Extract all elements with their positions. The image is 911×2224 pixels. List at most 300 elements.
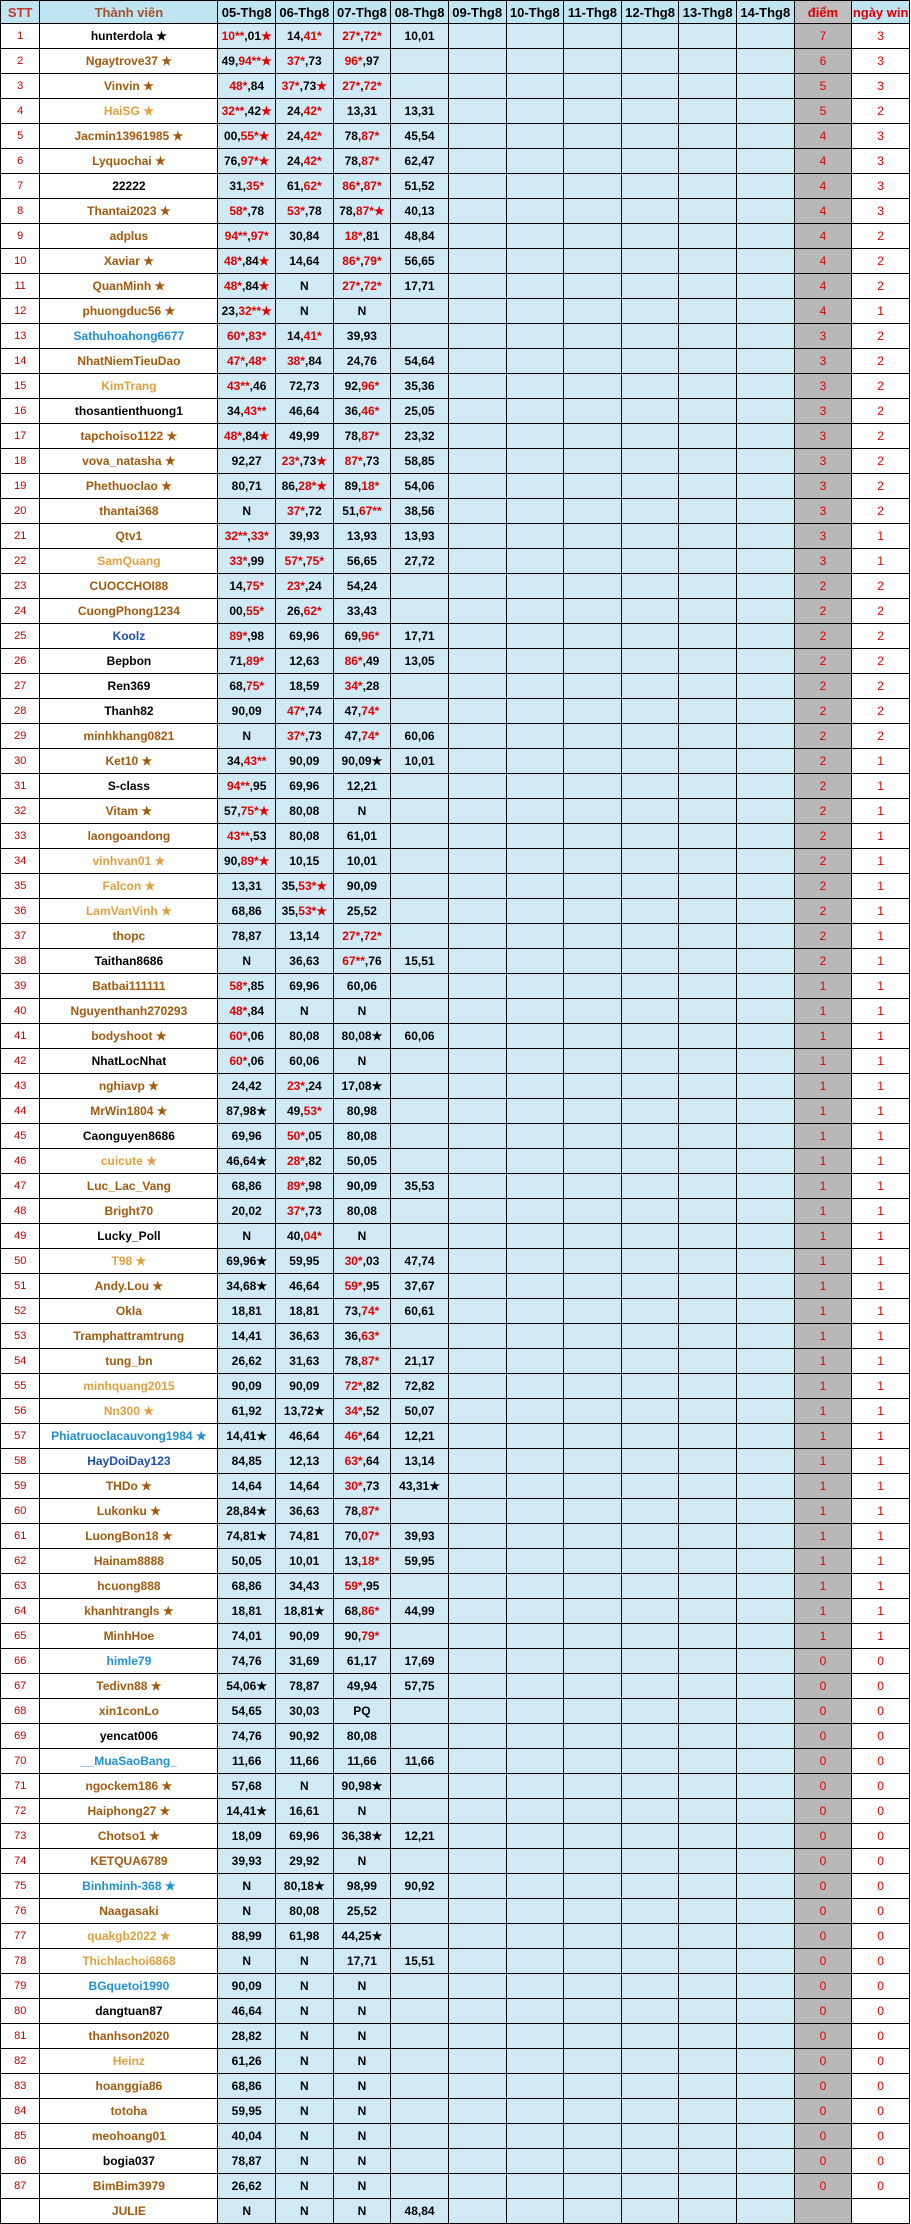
header-date: 10-Thg8 (506, 1, 564, 24)
day-value-empty (506, 599, 564, 624)
win-days-cell: 1 (852, 1524, 910, 1549)
row-number: 52 (1, 1299, 40, 1324)
day-value: 84,85 (218, 1449, 276, 1474)
day-value-empty (506, 99, 564, 124)
day-value-empty (679, 74, 737, 99)
day-value: 25,52 (333, 1899, 391, 1924)
day-value-empty (448, 1699, 506, 1724)
points-cell: 3 (794, 424, 852, 449)
day-value-empty (448, 1124, 506, 1149)
day-value-empty (679, 774, 737, 799)
day-value-empty (621, 1449, 679, 1474)
day-value-empty (564, 174, 622, 199)
day-value-empty (737, 799, 795, 824)
day-value-empty (737, 849, 795, 874)
day-value-empty (564, 1249, 622, 1274)
day-value: 70,07* (333, 1524, 391, 1549)
header-member: Thành viên (40, 1, 218, 24)
day-value: 18,81 (276, 1299, 334, 1324)
day-value (391, 849, 449, 874)
table-row (1, 599, 910, 624)
day-value: 14,41★ (218, 1799, 276, 1824)
points-cell: 2 (794, 599, 852, 624)
win-days-cell: 3 (852, 199, 910, 224)
day-value-empty (506, 1324, 564, 1349)
day-value-empty (621, 449, 679, 474)
day-value-empty (564, 1924, 622, 1949)
day-value-empty (679, 899, 737, 924)
member-name: bogia037 (40, 2149, 218, 2174)
day-value: 11,66 (391, 1749, 449, 1774)
win-days-cell: 2 (852, 374, 910, 399)
member-name: thantai368 (40, 499, 218, 524)
member-name: KimTrang (40, 374, 218, 399)
day-value-empty (506, 49, 564, 74)
day-value-empty (506, 1174, 564, 1199)
day-value-empty (506, 124, 564, 149)
day-value-empty (564, 1899, 622, 1924)
win-days-cell: 1 (852, 1399, 910, 1424)
day-value-empty (621, 1999, 679, 2024)
day-value-empty (621, 499, 679, 524)
win-days-cell: 0 (852, 1924, 910, 1949)
day-value: 61,98 (276, 1924, 334, 1949)
day-value-empty (621, 1074, 679, 1099)
day-value-empty (679, 24, 737, 49)
day-value-empty (621, 899, 679, 924)
day-value-empty (564, 699, 622, 724)
day-value: 50,05 (333, 1149, 391, 1174)
row-number: 28 (1, 699, 40, 724)
table-row (1, 299, 910, 324)
win-days-cell: 2 (852, 224, 910, 249)
win-days-cell: 0 (852, 1949, 910, 1974)
member-name: Ngaytrove37 ★ (40, 49, 218, 74)
member-name: totoha (40, 2099, 218, 2124)
day-value-empty (679, 549, 737, 574)
day-value: 34,43 (276, 1574, 334, 1599)
day-value-empty (448, 1874, 506, 1899)
day-value-empty (737, 124, 795, 149)
day-value-empty (448, 1924, 506, 1949)
day-value: 28,82 (218, 2024, 276, 2049)
star-icon: ★ (429, 1478, 440, 1493)
day-value-empty (737, 1899, 795, 1924)
day-value (391, 1799, 449, 1824)
day-value-empty (737, 1849, 795, 1874)
day-value-empty (564, 1574, 622, 1599)
win-days-cell: 1 (852, 1624, 910, 1649)
day-value-empty (621, 549, 679, 574)
day-value-empty (564, 1399, 622, 1424)
day-value: 59*,95 (333, 1274, 391, 1299)
points-cell: 0 (794, 2149, 852, 2174)
table-row (1, 2174, 910, 2199)
day-value: 60*,83* (218, 324, 276, 349)
day-value: 90,09 (276, 1374, 334, 1399)
member-name: thopc (40, 924, 218, 949)
star-icon: ★ (256, 1428, 268, 1443)
day-value: 13,18* (333, 1549, 391, 1574)
day-value-empty (564, 799, 622, 824)
points-cell: 0 (794, 1999, 852, 2024)
day-value: 34,68★ (218, 1274, 276, 1299)
member-name: laongoandong (40, 824, 218, 849)
member-name: __MuaSaoBang_ (40, 1749, 218, 1774)
win-days-cell: 0 (852, 2174, 910, 2199)
day-value: 34*,52 (333, 1399, 391, 1424)
day-value-empty (679, 1999, 737, 2024)
day-value-empty (621, 524, 679, 549)
day-value: 68,75* (218, 674, 276, 699)
day-value: 17,71 (333, 1949, 391, 1974)
day-value-empty (621, 1949, 679, 1974)
day-value: 49,99 (276, 424, 334, 449)
day-value-empty (737, 1124, 795, 1149)
day-value-empty (506, 374, 564, 399)
table-row (1, 499, 910, 524)
points-cell: 2 (794, 674, 852, 699)
day-value-empty (448, 2099, 506, 2124)
star-icon: ★ (258, 153, 270, 168)
day-value-empty (621, 1199, 679, 1224)
points-cell: 1 (794, 1399, 852, 1424)
day-value-empty (506, 1774, 564, 1799)
day-value: 36,38★ (333, 1824, 391, 1849)
table-row (1, 524, 910, 549)
day-value: N (276, 2074, 334, 2099)
day-value-empty (448, 1149, 506, 1174)
day-value: 44,25★ (333, 1924, 391, 1949)
day-value: 51,52 (391, 174, 449, 199)
points-cell: 1 (794, 1599, 852, 1624)
day-value-empty (679, 699, 737, 724)
day-value-empty (679, 2149, 737, 2174)
day-value-empty (506, 1024, 564, 1049)
day-value-empty (506, 1074, 564, 1099)
day-value: N (333, 1799, 391, 1824)
day-value (391, 1999, 449, 2024)
day-value (391, 2149, 449, 2174)
day-value-empty (737, 424, 795, 449)
win-days-cell: 1 (852, 1299, 910, 1324)
day-value-empty (506, 1699, 564, 1724)
day-value-empty (737, 1399, 795, 1424)
member-name: CuongPhong1234 (40, 599, 218, 624)
win-days-cell: 1 (852, 799, 910, 824)
member-name: Chotso1 ★ (40, 1824, 218, 1849)
day-value: 39,93 (218, 1849, 276, 1874)
table-row (1, 149, 910, 174)
points-cell: 0 (794, 1824, 852, 1849)
day-value-empty (621, 1049, 679, 1074)
day-value-empty (737, 1974, 795, 1999)
star-icon: ★ (313, 1403, 325, 1418)
day-value-empty (506, 1824, 564, 1849)
day-value-empty (737, 324, 795, 349)
day-value-empty (506, 1574, 564, 1599)
member-name: cuicute ★ (40, 1149, 218, 1174)
day-value: 12,21 (333, 774, 391, 799)
day-value: 74,76 (218, 1724, 276, 1749)
win-days-cell: 3 (852, 174, 910, 199)
day-value: 34,43** (218, 749, 276, 774)
day-value-empty (737, 1224, 795, 1249)
day-value-empty (564, 224, 622, 249)
day-value: 94**,97* (218, 224, 276, 249)
win-days-cell: 2 (852, 449, 910, 474)
star-icon: ★ (258, 128, 270, 143)
day-value: 90,09 (218, 1374, 276, 1399)
day-value (391, 1624, 449, 1649)
row-number: 75 (1, 1874, 40, 1899)
day-value: N (333, 799, 391, 824)
day-value-empty (737, 1099, 795, 1124)
day-value: 69,96 (276, 1824, 334, 1849)
day-value: N (333, 2174, 391, 2199)
day-value-empty (506, 449, 564, 474)
day-value: 18,81★ (276, 1599, 334, 1624)
day-value (391, 1974, 449, 1999)
day-value-empty (679, 674, 737, 699)
day-value-empty (679, 1224, 737, 1249)
day-value-empty (621, 749, 679, 774)
day-value-empty (737, 774, 795, 799)
day-value-empty (737, 2049, 795, 2074)
win-days-cell: 1 (852, 1149, 910, 1174)
day-value-empty (737, 1149, 795, 1174)
win-days-cell: 2 (852, 724, 910, 749)
day-value (391, 899, 449, 924)
day-value: 20,02 (218, 1199, 276, 1224)
points-cell: 4 (794, 149, 852, 174)
day-value: 80,08 (333, 1724, 391, 1749)
win-days-cell: 0 (852, 1774, 910, 1799)
day-value: 86*,79* (333, 249, 391, 274)
star-icon: ★ (313, 1603, 325, 1618)
table-row (1, 1499, 910, 1524)
row-number: 77 (1, 1924, 40, 1949)
day-value-empty (448, 2174, 506, 2199)
day-value-empty (506, 1524, 564, 1549)
day-value: 23*,73★ (276, 449, 334, 474)
day-value: 78,87* (333, 149, 391, 174)
member-name: KETQUA6789 (40, 1849, 218, 1874)
day-value: 80,18★ (276, 1874, 334, 1899)
points-cell: 3 (794, 499, 852, 524)
points-cell: 3 (794, 399, 852, 424)
win-days-cell: 1 (852, 1124, 910, 1149)
day-value-empty (564, 99, 622, 124)
table-row (1, 999, 910, 1024)
points-cell: 4 (794, 224, 852, 249)
row-number: 73 (1, 1824, 40, 1849)
day-value: 17,71 (391, 624, 449, 649)
day-value-empty (506, 299, 564, 324)
day-value-empty (679, 1374, 737, 1399)
row-number: 35 (1, 874, 40, 899)
day-value: 86,28*★ (276, 474, 334, 499)
day-value-empty (621, 2124, 679, 2149)
win-days-cell: 3 (852, 124, 910, 149)
day-value: 13,14 (276, 924, 334, 949)
win-days-cell: 2 (852, 649, 910, 674)
day-value-empty (506, 2099, 564, 2124)
day-value: 62,47 (391, 149, 449, 174)
day-value-empty (564, 274, 622, 299)
points-cell: 2 (794, 649, 852, 674)
row-number: 22 (1, 549, 40, 574)
row-number: 58 (1, 1449, 40, 1474)
day-value-empty (679, 1599, 737, 1624)
win-days-cell: 1 (852, 974, 910, 999)
day-value-empty (506, 249, 564, 274)
day-value: 11,66 (218, 1749, 276, 1774)
day-value: 90,09 (276, 749, 334, 774)
win-days-cell: 2 (852, 699, 910, 724)
day-value: 13,31 (333, 99, 391, 124)
table-row (1, 199, 910, 224)
table-row (1, 249, 910, 274)
day-value: 10,15 (276, 849, 334, 874)
win-days-cell: 1 (852, 1424, 910, 1449)
member-name: Binhminh-368 ★ (40, 1874, 218, 1899)
day-value: 87*,73 (333, 449, 391, 474)
row-number: 55 (1, 1374, 40, 1399)
day-value-empty (448, 1024, 506, 1049)
day-value: 61,26 (218, 2049, 276, 2074)
day-value: N (218, 1874, 276, 1899)
day-value-empty (448, 1774, 506, 1799)
table-row (1, 1449, 910, 1474)
row-number: 9 (1, 224, 40, 249)
member-name: Caonguyen8686 (40, 1124, 218, 1149)
member-name: Lyquochai ★ (40, 149, 218, 174)
win-days-cell (852, 2199, 910, 2224)
day-value (391, 49, 449, 74)
day-value-empty (621, 374, 679, 399)
day-value-empty (679, 349, 737, 374)
day-value-empty (737, 1599, 795, 1624)
row-number: 16 (1, 399, 40, 424)
day-value-empty (506, 1424, 564, 1449)
day-value-empty (564, 1949, 622, 1974)
day-value-empty (679, 1024, 737, 1049)
member-name: khanhtrangls ★ (40, 1599, 218, 1624)
day-value-empty (621, 1699, 679, 1724)
day-value-empty (621, 649, 679, 674)
member-name: Phiatruoclacauvong1984 ★ (40, 1424, 218, 1449)
member-name: 22222 (40, 174, 218, 199)
day-value: 61,01 (333, 824, 391, 849)
member-name: S-class (40, 774, 218, 799)
row-number: 41 (1, 1024, 40, 1049)
header-date: 08-Thg8 (391, 1, 449, 24)
day-value: 86*,49 (333, 649, 391, 674)
star-icon: ★ (313, 1878, 325, 1893)
day-value-empty (564, 374, 622, 399)
win-days-cell: 2 (852, 349, 910, 374)
day-value: N (276, 2174, 334, 2199)
day-value: 78,87 (218, 924, 276, 949)
day-value-empty (621, 924, 679, 949)
points-cell: 1 (794, 1474, 852, 1499)
day-value-empty (737, 1474, 795, 1499)
day-value: 13,05 (391, 649, 449, 674)
day-value-empty (564, 1599, 622, 1624)
day-value-empty (564, 1024, 622, 1049)
win-days-cell: 3 (852, 74, 910, 99)
points-cell: 1 (794, 1199, 852, 1224)
day-value: 90,09 (218, 699, 276, 724)
member-name: Lucky_Poll (40, 1224, 218, 1249)
day-value-empty (564, 649, 622, 674)
member-name: tapchoiso1122 ★ (40, 424, 218, 449)
day-value (391, 1499, 449, 1524)
row-number: 49 (1, 1224, 40, 1249)
header-date: 06-Thg8 (276, 1, 334, 24)
day-value: 32**,42★ (218, 99, 276, 124)
day-value: 18,81 (218, 1599, 276, 1624)
day-value (391, 324, 449, 349)
table-row (1, 2024, 910, 2049)
win-days-cell: 1 (852, 1099, 910, 1124)
table-row (1, 2074, 910, 2099)
day-value: 35,53*★ (276, 899, 334, 924)
member-name: Xaviar ★ (40, 249, 218, 274)
day-value: 51,67** (333, 499, 391, 524)
day-value-empty (737, 1949, 795, 1974)
row-number: 40 (1, 999, 40, 1024)
day-value-empty (737, 2149, 795, 2174)
day-value-empty (448, 2049, 506, 2074)
day-value-empty (564, 1624, 622, 1649)
member-name: hoanggia86 (40, 2074, 218, 2099)
day-value-empty (621, 2049, 679, 2074)
day-value-empty (448, 449, 506, 474)
table-row (1, 1124, 910, 1149)
win-days-cell: 2 (852, 99, 910, 124)
day-value: 10,01 (391, 24, 449, 49)
points-cell: 3 (794, 474, 852, 499)
day-value: 38,56 (391, 499, 449, 524)
points-cell: 0 (794, 1874, 852, 1899)
day-value: 40,04* (276, 1224, 334, 1249)
day-value-empty (506, 424, 564, 449)
day-value-empty (564, 1449, 622, 1474)
day-value-empty (564, 449, 622, 474)
day-value-empty (621, 1649, 679, 1674)
day-value-empty (679, 1124, 737, 1149)
day-value: 12,63 (276, 649, 334, 674)
day-value-empty (679, 1349, 737, 1374)
win-days-cell: 0 (852, 1749, 910, 1774)
day-value: 14,64 (218, 1474, 276, 1499)
member-name: vinhvan01 ★ (40, 849, 218, 874)
row-number: 30 (1, 749, 40, 774)
day-value-empty (679, 499, 737, 524)
points-cell: 1 (794, 974, 852, 999)
day-value-empty (737, 249, 795, 274)
day-value-empty (621, 1974, 679, 1999)
day-value: 37,67 (391, 1274, 449, 1299)
day-value-empty (621, 1574, 679, 1599)
day-value-empty (506, 1999, 564, 2024)
member-name: thosantienthuong1 (40, 399, 218, 424)
member-name: Lukonku ★ (40, 1499, 218, 1524)
day-value: 54,24 (333, 574, 391, 599)
points-cell: 3 (794, 524, 852, 549)
